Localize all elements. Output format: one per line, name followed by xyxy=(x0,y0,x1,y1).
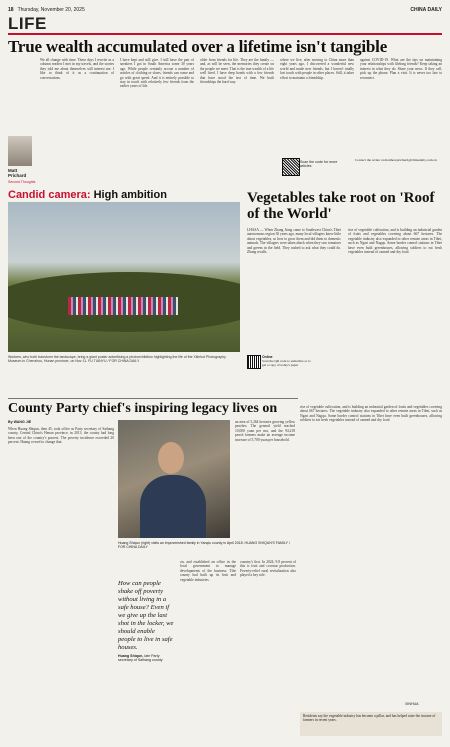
candid-subtitle: High ambition xyxy=(93,189,167,201)
main-story-col3: older from friends for life. They are the family — and, as will be seen, the memories they create on the people we meet. That is the true wealth of a life well lived. I have deep bonds with a few friends that have stood the test of time. We built friendships the hard way. xyxy=(200,58,274,85)
county-headline: County Party chief's inspiring legacy lives on xyxy=(8,401,278,416)
pull-quote-name: Huang Shiqun, xyxy=(118,654,144,658)
pull-quote-title: late Party secretary of Saihang county xyxy=(118,654,163,663)
candid-photo xyxy=(8,202,240,352)
candid-photo-caption xyxy=(8,355,240,363)
vegetables-col2: rise of vegetable cultivation, and is building an industrial garden of fruits and vegetables covering about 667 hectares. The vegetable industry also expanded to other remote areas in Tibet, such as Ngari and Nagqu. Some border control stations in Tibet have even built greenhouses, allowing soldiers to eat fresh vegetables instead of canned and dry food. xyxy=(348,228,442,255)
candid-caption-credit: FU TIANYU / FOR CHINA DAILY xyxy=(88,359,140,364)
vegetables-col3: rise of vegetable cultivation, and is building an industrial garden of fruits and vegetables covering about 667 hectares. The vegetable industry also expanded to other remote areas in Tibet, such as Ngari and Nagqu. Some border control stations in Tibet have even built greenhouses, allowing soldiers to eat fresh vegetables instead of canned and dry food. xyxy=(300,405,442,423)
paper-name: CHINA DAILY xyxy=(410,7,442,13)
qr-caption: Scan the code for more articles xyxy=(300,160,338,169)
county-col3: an area of 5,264 hectares growing yellow peaches. The general yield reached 10,000 yuan per mu, and the 94,218 peach farmers make an average income increase of 5,700 yuan per household. xyxy=(235,420,295,442)
vegetables-col1: LHASA — When Zhang Jiong came to Southwest China's Tibet autonomous region 30 years ago, many local villagers knew little about vegetables, so how to grow them and did them to domestic animals. The villagers were taken aback when they saw tomatoes and greens in the field. They rushed to ask what they could do. Zhang recalls. xyxy=(247,228,341,255)
subscribe-qr-label: Online xyxy=(262,355,273,359)
page-number: 18 xyxy=(8,7,14,13)
date-line: Thursday, November 20, 2025 xyxy=(17,7,85,13)
county-col-right: country's first. In 2024, 9.8 percent of this is fruit and coconut production. Poverty-relief rural revitalization also played a key role. xyxy=(240,560,296,578)
author-photo xyxy=(8,136,32,166)
pull-quote-text: How can people shake off poverty without living in a safe house? Even if we give up the last shot in the locker, we should enable people to live in safe houses. xyxy=(118,580,174,651)
subscribe-qr-text: Scan the QR code to subscribe or to get a copy of today's paper xyxy=(262,359,311,368)
subscribe-qr-caption xyxy=(262,355,312,367)
candid-label: Candid camera: xyxy=(8,189,91,201)
page-header xyxy=(8,6,442,14)
vegetables-credit: XINHUA xyxy=(405,702,419,706)
vegetables-footer-note: Residents say the vegetable industry has become a pillar, and has helped raise the income of farmers in recent years. xyxy=(300,712,442,736)
county-col-mid: on, and established an office in the local government to manage developments of the business. Tthe county had built up its fruit and vegetable industries. xyxy=(180,560,236,582)
county-photo-caption xyxy=(118,541,290,549)
candid-caption-text: Workers, who both transform the landscape, bring a giant poster advertising a photoexhibition highlighting the life of the Xilinhot Photography Museum in Chenzhou, Hunan province, on Nov 11. xyxy=(8,355,226,364)
main-story-col4: where we live, after moving to China more than eight years ago, I discovered a wonderful new world and made new friends, but I haven't totally lost touch with people in other places. Still, it takes effort to maintain a friendship. xyxy=(280,58,354,80)
main-story-col2: I have kept and still give. I still have the pair of sneakers I got in South America some 30 years ago. While people certainly accrue a number of articles of clothing or shoes, friends can come and go with great speed. And it is entirely possible to stay in touch with relatively few friends from the earlier years of life. xyxy=(120,58,194,89)
vegetables-headline: Vegetables take root on 'Roof of the World' xyxy=(247,190,435,222)
pull-quote xyxy=(118,580,174,663)
county-caption-text: Huang Shiqun (right) visits an impoverished family in Yanqiu county in April 2018. xyxy=(118,541,244,545)
contact-writer: Contact the writer at matthewprichard@chinadaily.com.cn xyxy=(355,158,437,162)
section-divider xyxy=(8,398,298,399)
section-rule xyxy=(8,33,442,35)
county-caption-credit: HUANG SHIQUN'S FAMILY / FOR CHINA DAILY xyxy=(118,541,290,550)
county-col1: When Huang Shiqun, then 45, took office as Party secretary of Saihang county, Central China's Henan province, in 2013, the county had long been one of the country's poorest. The poverty incidence exceeded 20 percent. Huang vowed to change that. xyxy=(8,427,114,445)
column-name: Second Thoughts xyxy=(8,180,36,184)
county-photo xyxy=(118,420,230,538)
qr-code-icon[interactable] xyxy=(282,158,300,176)
main-story-col5: against COVID-19. What are the tips on maintaining your relationships with lifelong friends? Keep taking an interest in what they do. Share your news. If they call, pick up the phone. Plan a visit. It is never too late to reconnect. xyxy=(360,58,442,80)
main-story-col1: We all change with time. These days I rewrite as a column readers I met in my travels, and the stories they told me about themselves still interest me. I like to think of it as a continuation of conversations. xyxy=(40,58,114,80)
subscribe-qr-icon[interactable] xyxy=(247,355,261,369)
candid-camera-title xyxy=(8,189,167,201)
county-byline: By WANG JIE xyxy=(8,420,32,424)
section-title: LIFE xyxy=(8,14,47,33)
main-headline: True wealth accumulated over a lifetime isn't tangible xyxy=(8,37,388,56)
author-name: Matt Prichard xyxy=(8,168,27,178)
